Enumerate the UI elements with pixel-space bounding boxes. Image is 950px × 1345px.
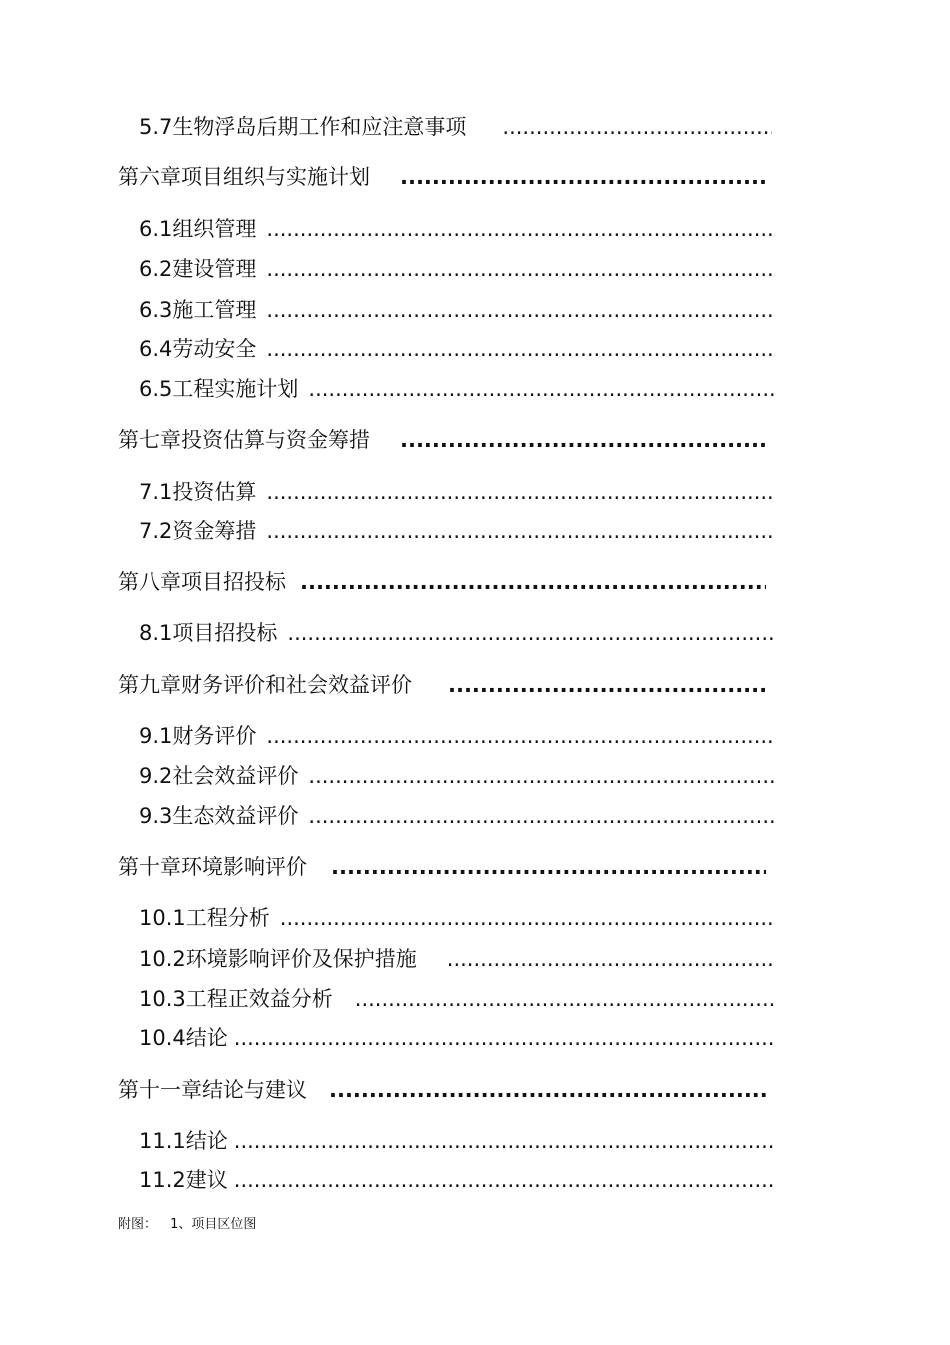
toc-entry-10-2[interactable] [139, 946, 773, 972]
toc-number: 11.1 [139, 1129, 186, 1153]
toc-number: 7.2 [139, 519, 173, 543]
toc-leader-dots [266, 336, 775, 362]
toc-leader-dots [234, 1025, 775, 1051]
toc-leader-dots [329, 1077, 766, 1103]
toc-number: 7.1 [139, 480, 173, 504]
toc-chapter-title: 环境影响评价 [181, 855, 307, 879]
appendix-item[interactable]: 1、项目区位图 [170, 1217, 257, 1232]
toc-number: 6.4 [139, 337, 173, 361]
toc-chapter-number: 第八章 [118, 570, 181, 594]
toc-number: 9.1 [139, 724, 173, 748]
toc-entry-6-2[interactable] [139, 256, 775, 282]
toc-number: 10.4 [139, 1026, 186, 1050]
toc-entry-6-5[interactable] [139, 376, 775, 402]
toc-leader-dots [502, 114, 772, 140]
toc-leader-dots [300, 569, 766, 595]
toc-leader-dots [234, 1167, 775, 1193]
toc-title: 工程分析 [185, 906, 270, 930]
toc-number: 6.3 [139, 298, 173, 322]
toc-entry-6-4[interactable] [139, 336, 775, 362]
toc-chapter-number: 第十一章 [118, 1078, 202, 1102]
toc-title: 工程正效益分析 [185, 987, 333, 1011]
toc-leader-dots [308, 376, 775, 402]
toc-number: 10.2 [139, 947, 186, 971]
toc-title: 建设管理 [172, 257, 257, 281]
toc-title: 组织管理 [172, 217, 257, 241]
toc-title: 生态效益评价 [172, 804, 299, 828]
toc-chapter-number: 第十章 [118, 855, 181, 879]
toc-entry-10-3[interactable] [139, 986, 775, 1012]
toc-chapter-6[interactable] [118, 164, 766, 190]
toc-chapter-title: 投资估算与资金筹措 [181, 428, 370, 452]
appendix-note [118, 1213, 256, 1232]
toc-leader-dots [266, 518, 775, 544]
toc-chapter-7[interactable] [118, 427, 766, 453]
toc-title: 投资估算 [172, 480, 257, 504]
toc-chapter-11[interactable] [118, 1077, 766, 1103]
toc-leader-dots [400, 427, 766, 453]
toc-leader-dots [266, 256, 775, 282]
toc-entry-7-1[interactable] [139, 479, 775, 505]
toc-chapter-title: 财务评价和社会效益评价 [181, 673, 412, 697]
toc-entry-5-7[interactable] [139, 114, 772, 140]
appendix-label: 附图： [118, 1217, 158, 1232]
toc-title: 结论 [185, 1129, 228, 1153]
toc-number: 8.1 [139, 621, 173, 645]
toc-number: 10.1 [139, 906, 186, 930]
toc-chapter-8[interactable] [118, 569, 766, 595]
toc-entry-8-1[interactable] [139, 620, 775, 646]
toc-leader-dots [447, 946, 773, 972]
toc-entry-6-3[interactable] [139, 297, 775, 323]
toc-number: 10.3 [139, 987, 186, 1011]
toc-chapter-number: 第七章 [118, 428, 181, 452]
toc-entry-10-1[interactable] [139, 905, 775, 931]
toc-entry-11-2[interactable] [139, 1167, 775, 1193]
toc-leader-dots [448, 672, 766, 698]
toc-number: 9.2 [139, 764, 173, 788]
toc-leader-dots [266, 479, 775, 505]
toc-title: 财务评价 [172, 724, 257, 748]
toc-title: 生物浮岛后期工作和应注意事项 [172, 115, 467, 139]
toc-leader-dots [266, 297, 775, 323]
toc-title: 环境影响评价及保护措施 [185, 947, 417, 971]
toc-chapter-title: 项目招投标 [181, 570, 286, 594]
toc-number: 6.5 [139, 377, 173, 401]
toc-leader-dots [280, 905, 775, 931]
toc-entry-7-2[interactable] [139, 518, 775, 544]
toc-number: 9.3 [139, 804, 173, 828]
toc-title: 劳动安全 [172, 337, 257, 361]
toc-title: 建议 [185, 1168, 228, 1192]
toc-chapter-number: 第六章 [118, 165, 181, 189]
toc-leader-dots [308, 763, 775, 789]
toc-chapter-9[interactable] [118, 672, 766, 698]
toc-title: 社会效益评价 [172, 764, 299, 788]
toc-entry-9-2[interactable] [139, 763, 775, 789]
toc-chapter-number: 第九章 [118, 673, 181, 697]
toc-leader-dots [266, 216, 775, 242]
toc-entry-9-1[interactable] [139, 723, 775, 749]
toc-title: 资金筹措 [172, 519, 257, 543]
toc-entry-11-1[interactable] [139, 1128, 775, 1154]
toc-chapter-title: 项目组织与实施计划 [181, 165, 370, 189]
toc-leader-dots [400, 164, 766, 190]
toc-chapter-10[interactable] [118, 854, 766, 880]
toc-number: 6.2 [139, 257, 173, 281]
toc-entry-10-4[interactable] [139, 1025, 775, 1051]
toc-title: 结论 [185, 1026, 228, 1050]
toc-leader-dots [266, 723, 775, 749]
toc-leader-dots [234, 1128, 775, 1154]
toc-entry-6-1[interactable] [139, 216, 775, 242]
toc-number: 6.1 [139, 217, 173, 241]
toc-title: 项目招投标 [172, 621, 278, 645]
toc-number: 11.2 [139, 1168, 186, 1192]
toc-leader-dots [308, 803, 775, 829]
toc-number: 5.7 [139, 115, 173, 139]
toc-title: 施工管理 [172, 298, 257, 322]
toc-leader-dots [355, 986, 775, 1012]
toc-entry-9-3[interactable] [139, 803, 775, 829]
toc-title: 工程实施计划 [172, 377, 299, 401]
toc-chapter-title: 结论与建议 [202, 1078, 307, 1102]
toc-leader-dots [331, 854, 766, 880]
toc-leader-dots [287, 620, 775, 646]
